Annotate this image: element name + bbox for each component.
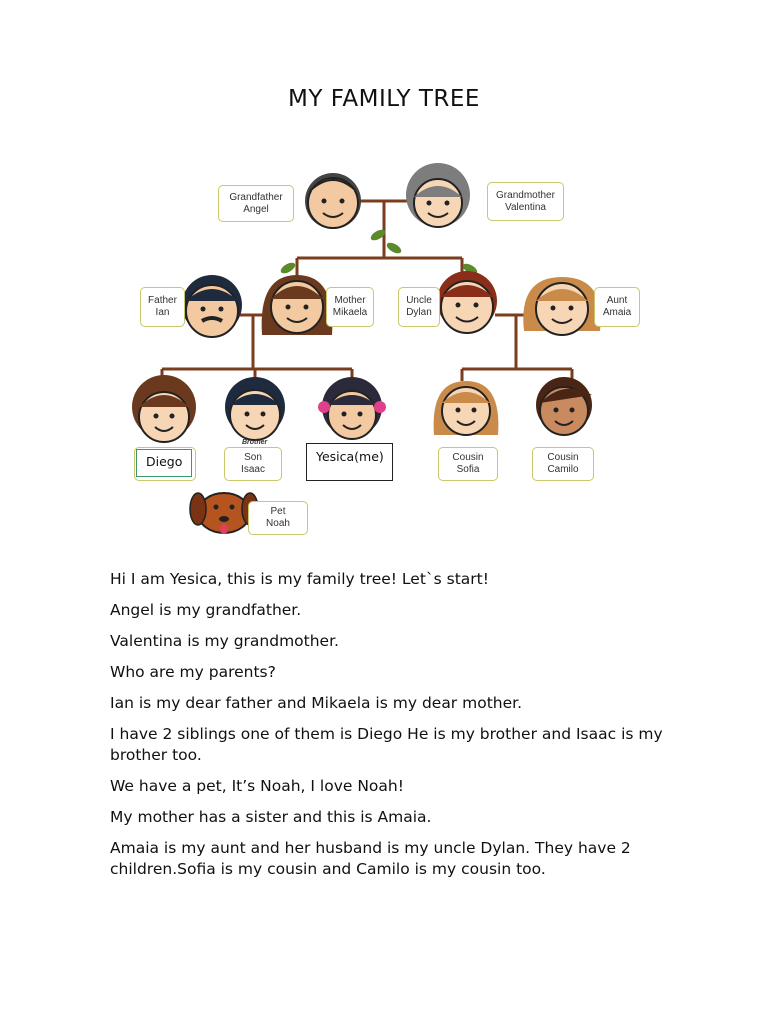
- camilo-face-icon: [536, 377, 592, 435]
- yesica-face-icon: [318, 377, 386, 439]
- label-grandfather: Grandfather Angel: [218, 185, 294, 222]
- paragraph: Valentina is my grandmother.: [110, 632, 339, 650]
- label-diego: Diego: [136, 449, 192, 477]
- paragraph: Hi I am Yesica, this is my family tree! Let`s start!: [110, 570, 489, 588]
- paragraph: My mother has a sister and this is Amaia.: [110, 808, 432, 826]
- label-cousin-camilo: Cousin Camilo: [532, 447, 594, 481]
- label-son: Son Isaac: [224, 447, 282, 481]
- sofia-face-icon: [434, 381, 499, 435]
- family-tree-graphic: [112, 145, 660, 545]
- story-text: [110, 569, 670, 890]
- leaf-icons: [279, 228, 479, 277]
- uncle-face-icon: [437, 271, 497, 333]
- paragraph: Ian is my dear father and Mikaela is my dear mother.: [110, 694, 523, 712]
- paragraph: Angel is my grandfather.: [110, 601, 302, 619]
- paragraph: I have 2 siblings one of them is Diego He is my brother and Isaac is my brother too.: [110, 725, 663, 764]
- diego-face-icon: [132, 375, 196, 442]
- label-aunt: Aunt Amaia: [594, 287, 640, 327]
- family-tree-illustration: [112, 145, 660, 545]
- label-father: Father Ian: [140, 287, 185, 327]
- paragraph: Amaia is my aunt and her husband is my uncle Dylan. They have 2 children.Sofia is my cousin and Camilo is my cousin too.: [110, 839, 631, 878]
- brother-tag: Brother: [242, 439, 268, 446]
- label-cousin-sofia: Cousin Sofia: [438, 447, 498, 481]
- label-yesica: Yesica(me): [306, 443, 393, 481]
- paragraph: Who are my parents?: [110, 663, 276, 681]
- paragraph: We have a pet, It’s Noah, I love Noah!: [110, 777, 404, 795]
- isaac-face-icon: [225, 377, 285, 440]
- page-title: MY FAMILY TREE: [288, 86, 480, 112]
- label-grandmother: Grandmother Valentina: [487, 182, 564, 221]
- grandfather-face-icon: [305, 173, 361, 229]
- label-pet: Pet Noah: [248, 501, 308, 535]
- father-face-icon: [182, 275, 242, 337]
- aunt-face-icon: [523, 277, 600, 335]
- mother-face-icon: [262, 275, 333, 335]
- label-mother: Mother Mikaela: [326, 287, 374, 327]
- grandmother-face-icon: [406, 163, 470, 227]
- label-uncle: Uncle Dylan: [398, 287, 440, 327]
